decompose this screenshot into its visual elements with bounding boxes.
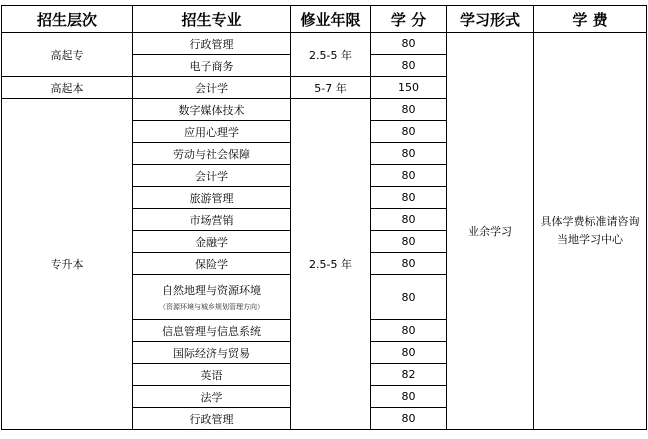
credits-cell: 80	[371, 342, 447, 364]
credits-cell: 80	[371, 143, 447, 165]
fee-note-cell: 具体学费标准请咨询当地学习中心	[534, 33, 647, 430]
major-cell: 国际经济与贸易	[133, 342, 291, 364]
credits-cell: 80	[371, 320, 447, 342]
major-cell: 会计学	[133, 165, 291, 187]
major-cell: 电子商务	[133, 55, 291, 77]
major-cell: 市场营销	[133, 209, 291, 231]
major-cell: 旅游管理	[133, 187, 291, 209]
credits-cell: 82	[371, 364, 447, 386]
major-cell: 劳动与社会保障	[133, 143, 291, 165]
major-cell: 行政管理	[133, 408, 291, 430]
major-cell: 行政管理	[133, 33, 291, 55]
years-cell-gqz: 2.5-5 年	[291, 33, 371, 77]
level-cell-zsb: 专升本	[2, 99, 133, 430]
table-row	[2, 33, 647, 55]
header-years: 修业年限	[291, 6, 371, 33]
header-credits: 学 分	[371, 6, 447, 33]
major-cell-with-note	[133, 275, 291, 320]
major-cell: 保险学	[133, 253, 291, 275]
credits-cell: 80	[371, 386, 447, 408]
major-direction-note: （资源环境与城乡规划管理方向）	[159, 303, 264, 311]
major-cell: 会计学	[133, 77, 291, 99]
header-row	[2, 6, 647, 33]
credits-cell: 80	[371, 275, 447, 320]
credits-cell: 80	[371, 187, 447, 209]
level-cell-gqz: 高起专	[2, 33, 133, 77]
years-cell-zsb: 2.5-5 年	[291, 99, 371, 430]
major-cell: 英语	[133, 364, 291, 386]
level-cell-gqb: 高起本	[2, 77, 133, 99]
major-cell: 应用心理学	[133, 121, 291, 143]
enrollment-table	[1, 5, 647, 430]
major-cell: 金融学	[133, 231, 291, 253]
credits-cell: 80	[371, 408, 447, 430]
credits-cell: 80	[371, 209, 447, 231]
header-fee: 学 费	[534, 6, 647, 33]
credits-cell: 150	[371, 77, 447, 99]
header-level: 招生层次	[2, 6, 133, 33]
credits-cell: 80	[371, 33, 447, 55]
major-cell: 数字媒体技术	[133, 99, 291, 121]
header-mode: 学习形式	[447, 6, 534, 33]
credits-cell: 80	[371, 253, 447, 275]
study-mode-cell: 业余学习	[447, 33, 534, 430]
major-cell: 法学	[133, 386, 291, 408]
header-major: 招生专业	[133, 6, 291, 33]
major-name: 自然地理与资源环境	[162, 284, 261, 297]
credits-cell: 80	[371, 99, 447, 121]
years-cell-gqb: 5-7 年	[291, 77, 371, 99]
credits-cell: 80	[371, 121, 447, 143]
credits-cell: 80	[371, 231, 447, 253]
major-cell: 信息管理与信息系统	[133, 320, 291, 342]
credits-cell: 80	[371, 165, 447, 187]
credits-cell: 80	[371, 55, 447, 77]
